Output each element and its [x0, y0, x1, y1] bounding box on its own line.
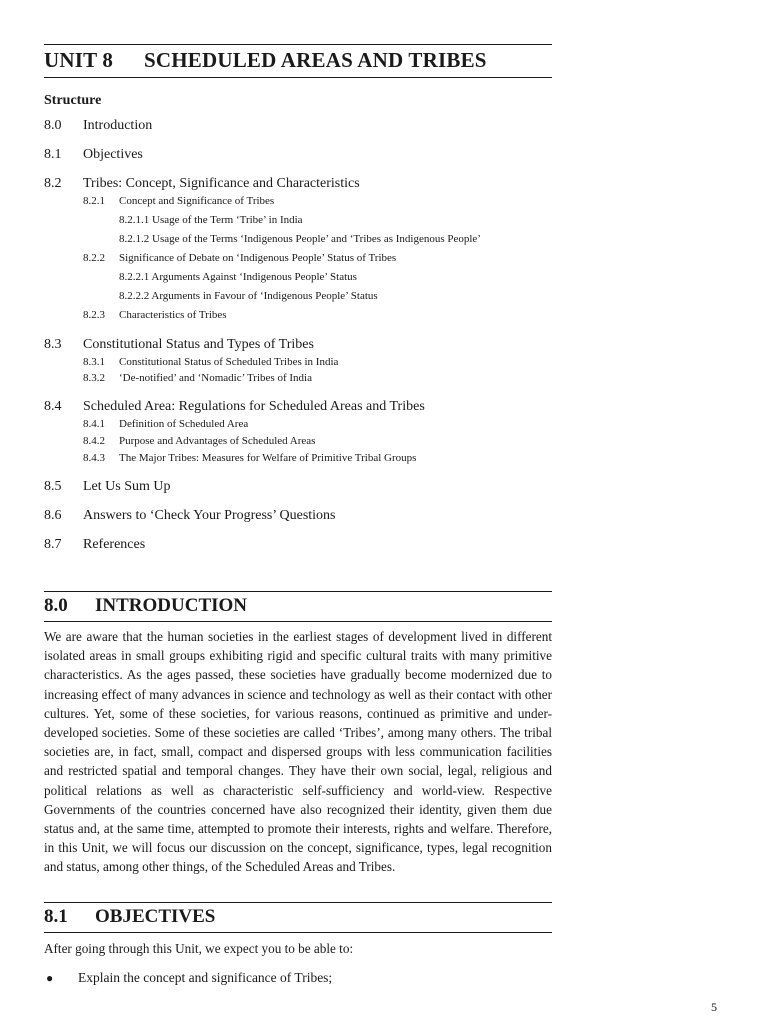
- toc-title: References: [83, 537, 146, 552]
- toc-title: Significance of Debate on ‘Indigenous People’ Status of Tribes: [119, 252, 397, 264]
- toc-item: [44, 175, 552, 192]
- objective-text: Explain the concept and significance of Tribes;: [78, 970, 333, 985]
- section-title: [44, 903, 552, 932]
- toc-number: 8.0: [44, 118, 62, 133]
- toc-number: 8.5: [44, 479, 62, 494]
- objectives-heading: [44, 902, 552, 933]
- objectives-intro: After going through this Unit, we expect you to be able to:: [44, 941, 354, 956]
- section-name: OBJECTIVES: [95, 906, 216, 927]
- heading-bottom-rule: [44, 77, 552, 78]
- toc-number: 8.7: [44, 537, 62, 552]
- unit-name: SCHEDULED AREAS AND TRIBES: [144, 48, 487, 72]
- toc-title: Constitutional Status and Types of Tribes: [83, 337, 314, 352]
- toc-title: Answers to ‘Check Your Progress’ Questions: [83, 508, 336, 523]
- toc-number: 8.3: [44, 337, 62, 352]
- structure-toc: [44, 93, 552, 553]
- toc-subitem: [83, 195, 552, 208]
- toc-item: [44, 536, 552, 553]
- toc-item: [44, 117, 552, 134]
- introduction-paragraph: We are aware that the human societies in the earliest stages of development lived in different isolated areas in small groups exhibiting rigid and specific cultural traits with many primitive characteristics. As the ages passed, these societies have gradually become modernized due to increasing effect of many advances in science and technology as well as their contact with other cultures. Yet, some of these societies, for various reasons, continued as primitive and under-developed societies. Some of these societies are called ‘Tribes’, among many others. The tribal societies are, in fact, small, compact and dispersed groups with less communication facilities and restricted spatial and temporal changes. They have their own social, legal, religious and political relations as well as characteristic self-sufficiency and world-view. Respective Governments of the countries concerned have also recognized their identity, given them due status and, at the same time, attempted to promote their interests, rights and welfare. Therefore, in this Unit, we will focus our discussion on the concept, significance, types, legal recognition and status, among other things, of the Scheduled Areas and Tribes.: [44, 629, 552, 875]
- structure-label: Structure: [44, 93, 102, 108]
- toc-title: Concept and Significance of Tribes: [119, 195, 275, 207]
- objective-item: [44, 969, 552, 987]
- toc-number: 8.6: [44, 508, 62, 523]
- toc-title: Let Us Sum Up: [83, 479, 171, 494]
- toc-title: Scheduled Area: Regulations for Scheduled Areas and Tribes: [83, 399, 425, 414]
- toc-title: Constitutional Status of Scheduled Tribes in India: [119, 356, 339, 368]
- page-number: 5: [711, 1000, 717, 1014]
- toc-subsubitem: 8.2.2.1 Arguments Against ‘Indigenous People’ Status: [119, 271, 357, 283]
- toc-subitem: [83, 309, 552, 322]
- toc-subitem: [83, 372, 552, 385]
- toc-item: [44, 507, 552, 524]
- unit-title: [44, 45, 552, 77]
- toc-number: 8.4.3: [83, 452, 105, 464]
- toc-number: 8.4.2: [83, 435, 105, 447]
- toc-title: ‘De-notified’ and ‘Nomadic’ Tribes of India: [119, 372, 312, 384]
- toc-subsubitem: 8.2.2.2 Arguments in Favour of ‘Indigenous People’ Status: [119, 290, 378, 302]
- introduction-heading: [44, 591, 552, 622]
- toc-title: Purpose and Advantages of Scheduled Areas: [119, 435, 316, 447]
- toc-number: 8.1: [44, 147, 62, 162]
- section-number: 8.1: [44, 906, 68, 927]
- toc-number: 8.4.1: [83, 418, 105, 430]
- toc-number: 8.2.2: [83, 252, 105, 264]
- toc-item: [44, 146, 552, 163]
- section-bottom-rule: [44, 932, 552, 933]
- toc-title: Definition of Scheduled Area: [119, 418, 249, 430]
- toc-subitem: [83, 252, 552, 265]
- toc-number: 8.3.2: [83, 372, 105, 384]
- unit-heading: [44, 44, 552, 78]
- section-name: INTRODUCTION: [95, 595, 248, 616]
- section-number: 8.0: [44, 595, 68, 616]
- toc-item: [44, 398, 552, 415]
- toc-title: The Major Tribes: Measures for Welfare of Primitive Tribal Groups: [119, 452, 417, 464]
- toc-title: Characteristics of Tribes: [119, 309, 227, 321]
- bullet-icon: ●: [46, 971, 54, 985]
- toc-subitem: [83, 418, 552, 431]
- toc-number: 8.2.3: [83, 309, 105, 321]
- toc-number: 8.2: [44, 176, 62, 191]
- section-bottom-rule: [44, 621, 552, 622]
- toc-number: 8.2.1: [83, 195, 105, 207]
- toc-title: Tribes: Concept, Significance and Characteristics: [83, 176, 360, 191]
- toc-number: 8.4: [44, 399, 62, 414]
- toc-subitem: [83, 452, 552, 465]
- toc-subsubitem: 8.2.1.1 Usage of the Term ‘Tribe’ in India: [119, 214, 303, 226]
- toc-number: 8.3.1: [83, 356, 105, 368]
- section-title: [44, 592, 552, 621]
- toc-title: Introduction: [83, 118, 153, 133]
- document-page: [44, 0, 552, 1024]
- toc-subitem: [83, 435, 552, 448]
- toc-subsubitem: 8.2.1.2 Usage of the Terms ‘Indigenous People’ and ‘Tribes as Indigenous People’: [119, 233, 481, 245]
- toc-title: Objectives: [83, 147, 143, 162]
- unit-number: UNIT 8: [44, 48, 114, 72]
- toc-item: [44, 478, 552, 495]
- toc-subitem: [83, 356, 552, 369]
- toc-item: [44, 336, 552, 353]
